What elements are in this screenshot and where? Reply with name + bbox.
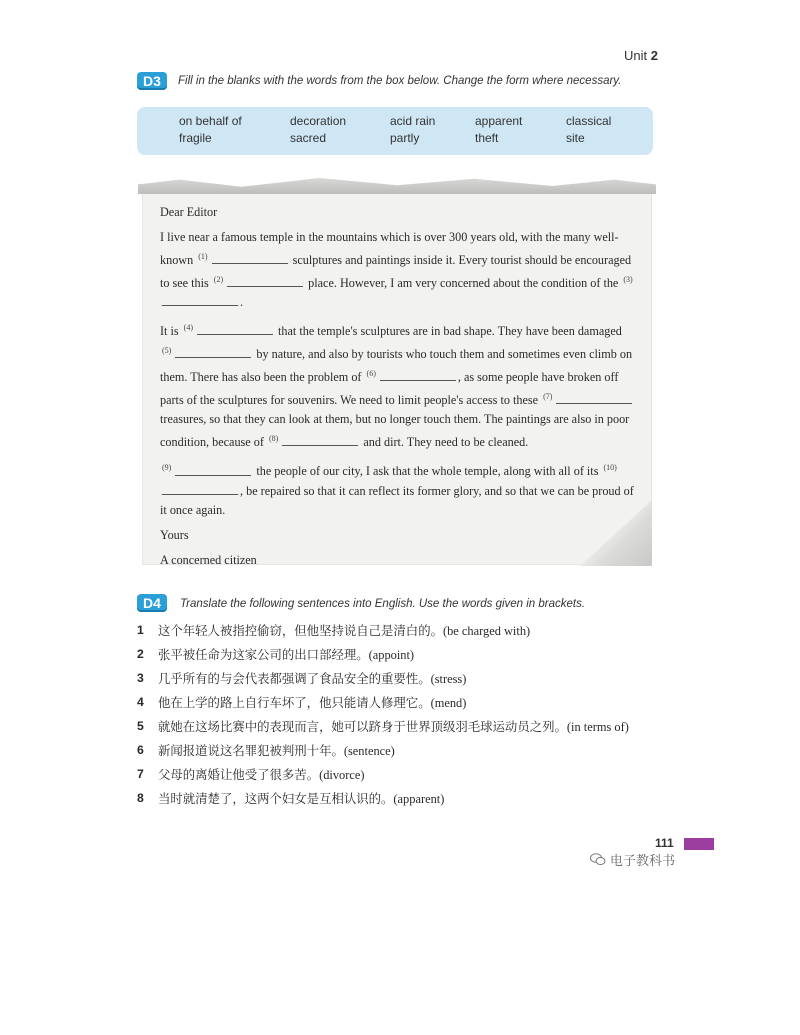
watermark-text: 电子教科书 <box>610 854 676 869</box>
word-box-item: site <box>566 131 585 145</box>
word-box-item: decoration <box>290 114 347 128</box>
page-number-bar <box>684 838 714 850</box>
word-box-item: sacred <box>290 131 327 145</box>
unit-label <box>624 48 658 63</box>
blank-10[interactable] <box>162 483 238 495</box>
blank-9[interactable] <box>175 464 251 476</box>
letter-closing: Yours <box>160 527 189 542</box>
letter-signature: A concerned citizen <box>160 552 257 567</box>
list-item: 8 当时就清楚了，这两个妇女是互相认识的。(apparent) <box>137 791 445 806</box>
word-box-item: apparent <box>475 114 523 128</box>
list-item: 3 几乎所有的与会代表都强调了食品安全的重要性。(stress) <box>137 671 467 686</box>
blank-3[interactable] <box>162 294 238 306</box>
unit-number: 2 <box>650 48 658 63</box>
word-box-item: classical <box>566 114 612 128</box>
letter-greeting: Dear Editor <box>160 205 218 219</box>
watermark <box>590 850 675 870</box>
unit-text: Unit <box>624 48 648 63</box>
word-box-item: partly <box>390 131 420 145</box>
list-item: 5 就她在这场比赛中的表现而言，她可以跻身于世界顶级羽毛球运动员之列。(in terms of) <box>137 719 629 734</box>
blank-6[interactable] <box>380 369 456 381</box>
word-box-item: on behalf of <box>179 114 242 128</box>
blank-5[interactable] <box>175 346 251 358</box>
blank-4[interactable] <box>197 323 273 335</box>
blank-8[interactable] <box>282 434 358 446</box>
blank-1[interactable] <box>212 252 288 264</box>
list-item: 4 他在上学的路上自行车坏了，他只能请人修理它。(mend) <box>137 695 467 710</box>
letter-paragraph-1: I live near a famous temple in the mountains which is over 300 years old, with the many well-known $^{(1)}$ sculptures and paintings inside it. Every tourist should be encouraged to see this $^{(2)}$ place. However, I am very concerned about the condition of the $^{(3)}$. <box>160 230 633 310</box>
word-box-item: acid rain <box>390 114 436 128</box>
d3-instruction: Fill in the blanks with the words from the box below. Change the form where necessary. <box>178 75 622 87</box>
letter-paragraph-2: It is $^{(4)}$ that the temple's sculptures are in bad shape. They have been damaged $^{(5)}$ by nature, and also by tourists who touch them and sometimes even climb on them. There has also been the problem of $^{(6)}$ , as some people have broken off parts of the sculptures for souvenirs. We need to limit people's access to these $^{(7)}$ treasures, so that they can look at them, but no longer touch them. The paintings are also in poor condition, because of $^{(8)}$ and dirt. They need to be cleaned. <box>160 323 633 450</box>
list-item: 2 张平被任命为这家公司的出口部经理。(appoint) <box>137 647 415 662</box>
d4-instruction: Translate the following sentences into English. Use the words given in brackets. <box>180 598 586 610</box>
blank-7[interactable] <box>556 392 632 404</box>
wechat-icon <box>590 853 606 870</box>
translation-list <box>137 622 647 814</box>
word-box-item: fragile <box>179 131 212 145</box>
paper-torn-edge <box>138 178 656 194</box>
word-box-item: theft <box>475 131 499 145</box>
blank-2[interactable] <box>227 275 303 287</box>
list-item: 6 新闻报道说这名罪犯被判刑十年。(sentence) <box>137 743 395 758</box>
d4-badge: D4 <box>137 594 167 612</box>
letter <box>160 203 636 576</box>
d3-badge: D3 <box>137 72 167 90</box>
page-number: 111 <box>655 836 674 850</box>
list-item: 1 这个年轻人被指控偷窃，但他坚持说自己是清白的。(be charged with) <box>137 623 531 638</box>
list-item: 7 父母的离婚让他受了很多苦。(divorce) <box>137 767 365 782</box>
word-box <box>137 107 653 155</box>
letter-paragraph-3: $^{(9)}$ the people of our city, I ask that the whole temple, along with all of its $^{(10)}$, be repaired so that it can reflect its former glory, and so that we can be proud of it once again. <box>160 463 634 517</box>
